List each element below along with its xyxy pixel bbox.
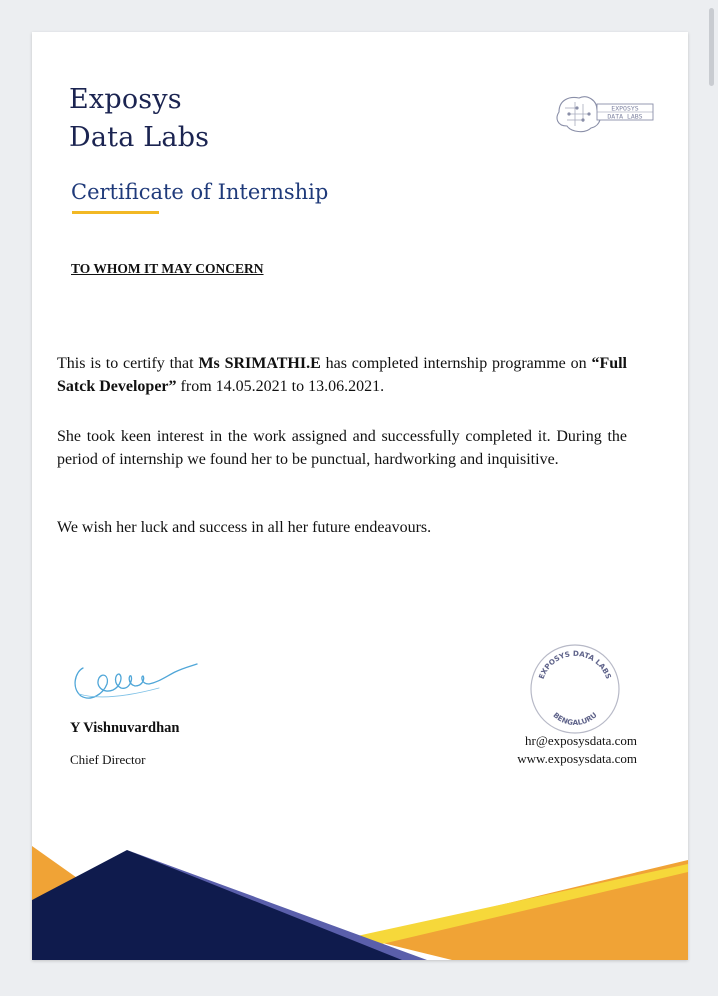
p1-end: . bbox=[380, 378, 385, 395]
contact-website[interactable]: www.exposysdata.com bbox=[517, 751, 637, 766]
start-date: 14.05.2021 bbox=[215, 378, 288, 395]
signatory-name: Y Vishnuvardhan bbox=[70, 720, 180, 736]
performance-paragraph: She took keen interest in the work assigned and successfully completed it. During the period of internship we found her to be punctual, hardworking and inquisitive. bbox=[57, 428, 627, 468]
svg-text:BENGALURU bbox=[551, 710, 598, 727]
company-name-line1: Exposys bbox=[69, 84, 182, 115]
footer-decoration bbox=[32, 840, 688, 960]
stamp-top-text: EXPOSYS DATA LABS bbox=[536, 648, 614, 681]
certificate-title: Certificate of Internship bbox=[71, 180, 329, 204]
programme-name: “Full Satck Developer” bbox=[57, 355, 627, 395]
contact-info bbox=[517, 732, 637, 768]
contact-email[interactable]: hr@exposysdata.com bbox=[525, 733, 637, 748]
company-logo bbox=[547, 88, 659, 136]
p1-to: to bbox=[287, 378, 309, 395]
intern-name: Ms SRIMATHI.E bbox=[198, 355, 321, 372]
p1-intro: This is to certify that bbox=[57, 355, 199, 372]
logo-text-line1: EXPOSYS bbox=[611, 104, 639, 113]
wishes-paragraph: We wish her luck and success in all her future endeavours. bbox=[57, 519, 432, 536]
certification-paragraph bbox=[57, 352, 627, 398]
p1-mid: has completed internship programme on bbox=[320, 355, 592, 372]
signatory-title: Chief Director bbox=[70, 752, 146, 767]
salutation: TO WHOM IT MAY CONCERN bbox=[71, 261, 264, 276]
scrollbar-thumb[interactable] bbox=[709, 8, 714, 86]
p1-from: from bbox=[176, 378, 216, 395]
logo-text-line2: DATA LABS bbox=[607, 112, 643, 121]
certificate-page bbox=[32, 32, 688, 960]
company-name bbox=[69, 81, 209, 157]
company-stamp bbox=[528, 642, 622, 736]
signature bbox=[69, 644, 199, 706]
title-underline bbox=[72, 211, 159, 214]
end-date: 13.06.2021 bbox=[308, 378, 381, 395]
company-name-line2: Data Labs bbox=[69, 122, 210, 153]
stamp-bottom-text: BENGALURU bbox=[551, 710, 599, 728]
